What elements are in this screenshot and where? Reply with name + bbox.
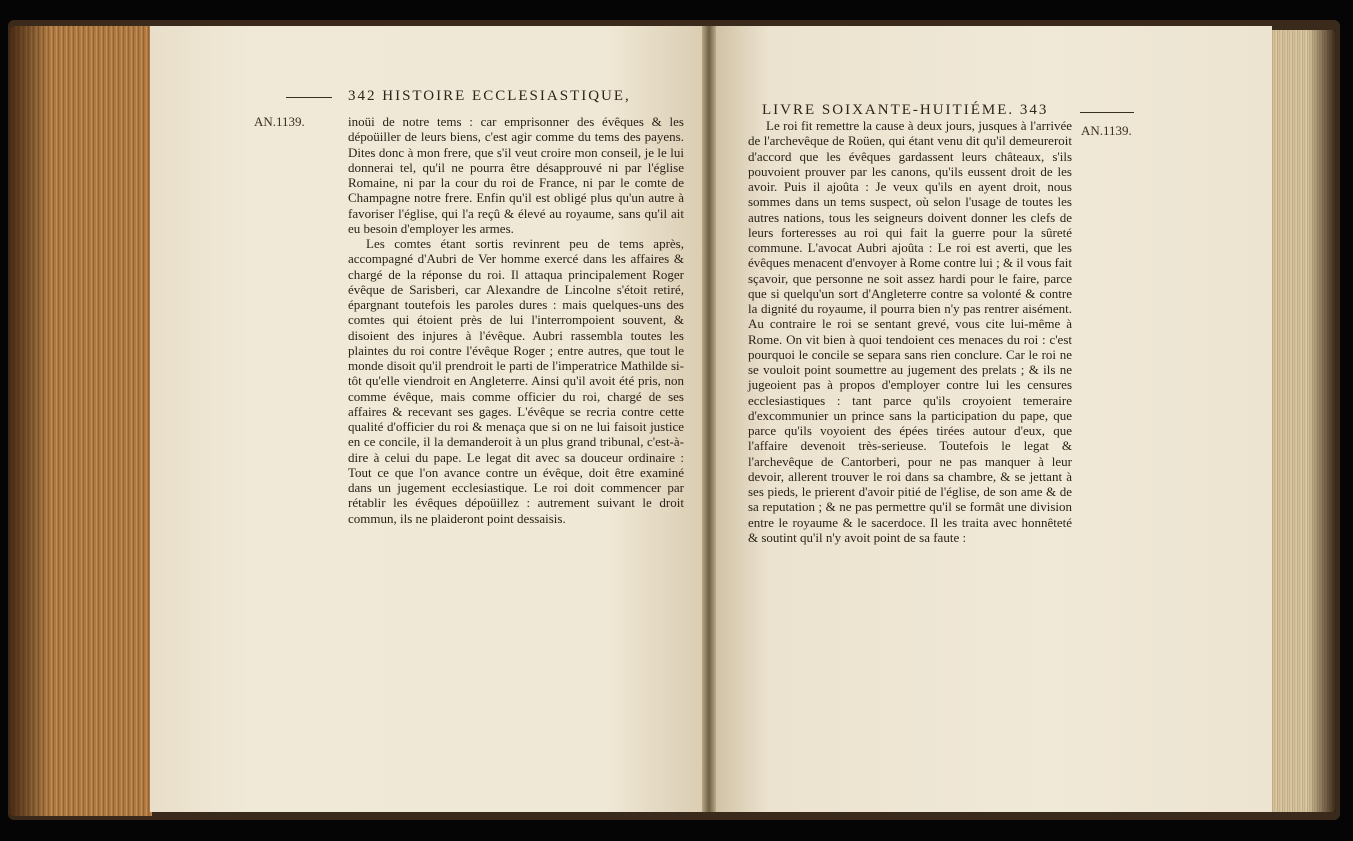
right-page-text bbox=[748, 118, 1072, 545]
left-page-text bbox=[348, 114, 684, 526]
left-margin-note: AN.1139. bbox=[254, 114, 305, 129]
right-header-rule bbox=[1080, 112, 1134, 113]
left-paragraph-2: Les comtes étant sortis revinrent peu de tems après, accompagné d'Aubri de Ver homme exercé dans les affaires & chargé de la réponse du roi. Il attaqua principalement Roger évêque de Sarisberi, car Alexandre de Lincolne s'étoit retiré, épargnant toutefois les paroles dures : mais quelques-uns des comtes qui étoient près de lui l'interrompoient souvent, & disoient des injures à l'évêque. Aubri rassembla toutes les plaintes du roi contre l'évêque Roger ; entre autres, que tout le monde disoit qu'il prendroit le parti de l'imperatrice Mathilde si-tôt qu'elle viendroit en Angleterre. Ainsi qu'il avoit été pris, non comme évêque, mais comme officier du roi, chargé de ses affaires & recevant ses gages. L'évêque se recria contre cette qualité d'officier du roi & menaça que si on ne lui faisoit justice en ce concile, il la demanderoit à un plus grand tribunal, c'est-à-dire à celui du pape. Le legat dit avec sa douceur ordinaire : Tout ce que l'on avance contre un évêque, doit être examiné dans un jugement ecclesiastique. Le roi doit commencer par rétablir les évêques dépoüillez : autrement suivant le droit commun, ils ne plaideront point dessaisis. bbox=[348, 236, 684, 526]
book-gutter bbox=[702, 26, 716, 812]
left-running-head: 342 HISTOIRE ECCLESIASTIQUE, bbox=[348, 88, 631, 104]
left-paragraph-1: inoüi de notre tems : car emprisonner des évêques & les dépoüiller de leurs biens, c'est agir comme du tems des payens. Dites donc à mon frere, que s'il veut croire mon conseil, je le lui donnerai tel, qu'il ne pourra être désapprouvé ni par l'église Romaine, ni par la cour du roi de France, ni par le comte de Champagne notre frere. Enfin qu'il est obligé plus qu'un autre à favoriser l'église, qui l'a reçû & élevé au royaume, sans qu'il ait eu besoin d'employer les armes. bbox=[348, 114, 684, 236]
right-paragraph-1: Le roi fit remettre la cause à deux jours, jusques à l'arrivée de l'archevêque de Roüen, qui étant venu dit qu'il demeureroit d'accord que les évêques gardassent leurs châteaux, s'ils pouvoient prouver par les canons, qu'ils eussent droit de les avoir. Puis il ajoûta : Je veux qu'ils en ayent droit, nous sommes dans un tems suspect, où selon l'usage de toutes les autres nations, tous les seigneurs doivent donner les clefs de leurs forteresses au roi qui fait la guerre pour la sûreté commune. L'avocat Aubri ajoûta : Le roi est averti, que les évêques menacent d'envoyer à Rome contre lui ; & il vous fait sçavoir, que personne ne soit assez hardi pour le faire, parce que si quelqu'un sort d'Angleterre contre sa volonté & contre la dignité du royaume, il pourra bien n'y pas rentrer aisément. Au contraire le roi se sentant grevé, vous cite lui-même à Rome. On vit bien à quoi tendoient ces menaces du roi : c'est pourquoi le concile se separa sans rien conclure. Car le roi ne se vouloit point soumettre au jugement des prelats ; & ils ne jugeoient pas à propos d'employer contre lui les censures ecclesiastiques : tant parce qu'ils croyoient temeraire d'excommunier un prince sans la participation du pape, que parce qu'ils voyoient des épées tirées autour d'eux, que l'affaire devenoit très-serieuse. Toutefois le legat & l'archevêque de Cantorberi, pour ne pas manquer à leur devoir, allerent trouver le roi dans sa chambre, & se jettant à ses pieds, le prierent d'avoir pitié de l'église, de son ame & de sa reputation ; & ne pas permettre qu'il se formât une division entre le royaume & le sacerdoce. Il les traita avec honnêteté & soutint qu'il n'y avoit point de sa faute : bbox=[748, 118, 1072, 545]
left-header-rule bbox=[286, 97, 332, 98]
left-page-edges bbox=[10, 26, 152, 816]
right-margin-note: AN.1139. bbox=[1081, 123, 1132, 138]
right-page-edges bbox=[1268, 30, 1336, 812]
right-running-head: LIVRE SOIXANTE-HUITIÉME. 343 bbox=[762, 102, 1049, 118]
